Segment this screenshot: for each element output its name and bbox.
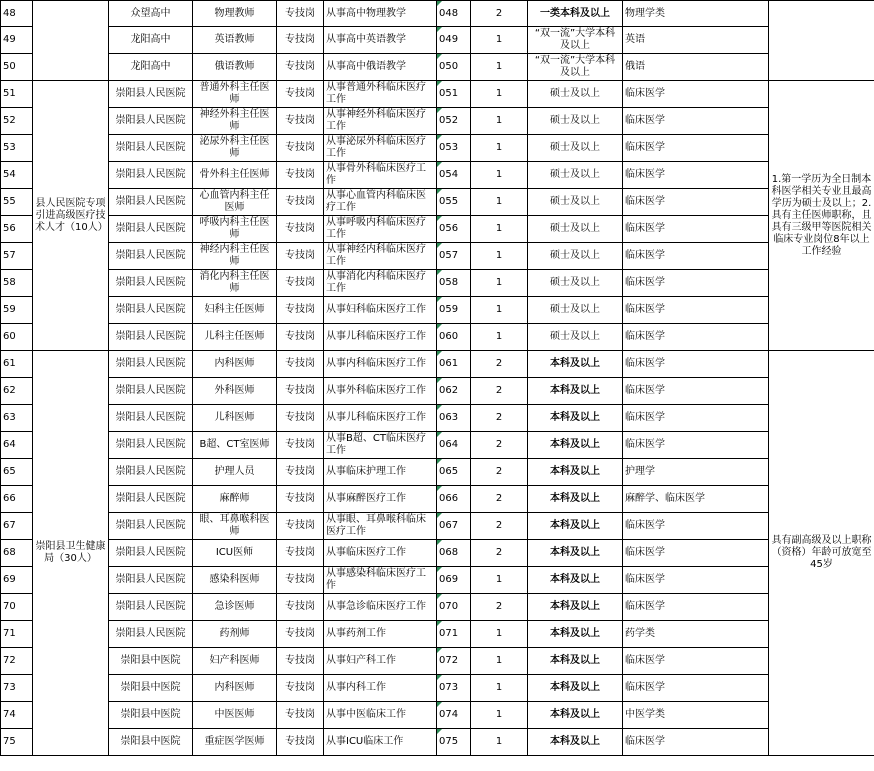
post-code: 054 <box>437 162 471 189</box>
post-code: 059 <box>437 297 471 324</box>
post-code: 050 <box>437 54 471 81</box>
post-type: 专技岗 <box>277 27 324 54</box>
post-code: 048 <box>437 1 471 27</box>
post-type: 专技岗 <box>277 1 324 27</box>
employer-unit: 崇阳县人民医院 <box>109 378 193 405</box>
employer-unit: 崇阳县人民医院 <box>109 486 193 513</box>
employer-unit: 崇阳县人民医院 <box>109 243 193 270</box>
post-duty: 从事麻醉医疗工作 <box>324 486 437 513</box>
table-row <box>1 540 874 567</box>
post-code: 070 <box>437 594 471 621</box>
major-requirement: 临床医学 <box>623 189 769 216</box>
hiring-count: 2 <box>471 594 528 621</box>
hiring-count: 2 <box>471 405 528 432</box>
post-type: 专技岗 <box>277 513 324 540</box>
post-name: 药剂师 <box>193 621 277 648</box>
education-requirement: 本科及以上 <box>528 513 623 540</box>
table-row <box>1 216 874 243</box>
education-requirement: “双一流”大学本科及以上 <box>528 54 623 81</box>
post-name: 消化内科主任医师 <box>193 270 277 297</box>
row-number: 60 <box>1 324 33 351</box>
post-duty: 从事临床护理工作 <box>324 459 437 486</box>
post-code: 068 <box>437 540 471 567</box>
post-duty: 从事外科临床医疗工作 <box>324 378 437 405</box>
post-type: 专技岗 <box>277 594 324 621</box>
post-name: B超、CT室医师 <box>193 432 277 459</box>
education-requirement: 本科及以上 <box>528 648 623 675</box>
note-cell-health-bureau: 具有副高级及以上职称（资格）年龄可放宽至45岁 <box>769 351 874 756</box>
post-duty: 从事骨外科临床医疗工作 <box>324 162 437 189</box>
hiring-count: 1 <box>471 216 528 243</box>
post-type: 专技岗 <box>277 54 324 81</box>
post-duty: 从事泌尿外科临床医疗工作 <box>324 135 437 162</box>
table-row <box>1 189 874 216</box>
post-duty: 从事儿科临床医疗工作 <box>324 324 437 351</box>
post-code: 067 <box>437 513 471 540</box>
major-requirement: 临床医学 <box>623 135 769 162</box>
employer-unit: 崇阳县中医院 <box>109 702 193 729</box>
major-requirement: 临床医学 <box>623 297 769 324</box>
hiring-count: 2 <box>471 1 528 27</box>
row-number: 72 <box>1 648 33 675</box>
post-type: 专技岗 <box>277 216 324 243</box>
table-row <box>1 324 874 351</box>
post-name: 眼、耳鼻喉科医师 <box>193 513 277 540</box>
post-duty: 从事儿科临床医疗工作 <box>324 405 437 432</box>
post-type: 专技岗 <box>277 540 324 567</box>
post-name: 妇科主任医师 <box>193 297 277 324</box>
employer-unit: 崇阳县人民医院 <box>109 351 193 378</box>
row-number: 69 <box>1 567 33 594</box>
hiring-count: 2 <box>471 540 528 567</box>
post-type: 专技岗 <box>277 459 324 486</box>
row-number: 59 <box>1 297 33 324</box>
note-cell-hospital-talent: 1.第一学历为全日制本科医学相关专业且最高学历为硕士及以上；2.具有主任医师职称，且具有三级甲等医院相关临床专业岗位8年以上工作经验 <box>769 81 874 351</box>
table-row <box>1 243 874 270</box>
education-requirement: 硕士及以上 <box>528 162 623 189</box>
post-duty: 从事消化内科临床医疗工作 <box>324 270 437 297</box>
post-name: 中医医师 <box>193 702 277 729</box>
hiring-count: 1 <box>471 135 528 162</box>
post-code: 062 <box>437 378 471 405</box>
education-requirement: 一类本科及以上 <box>528 1 623 27</box>
hiring-count: 1 <box>471 54 528 81</box>
post-type: 专技岗 <box>277 675 324 702</box>
post-code: 060 <box>437 324 471 351</box>
major-requirement: 临床医学 <box>623 432 769 459</box>
post-type: 专技岗 <box>277 108 324 135</box>
post-code: 066 <box>437 486 471 513</box>
post-code: 071 <box>437 621 471 648</box>
employer-unit: 崇阳县人民医院 <box>109 540 193 567</box>
hiring-count: 1 <box>471 702 528 729</box>
post-duty: 从事心血管内科临床医疗工作 <box>324 189 437 216</box>
major-requirement: 临床医学 <box>623 675 769 702</box>
post-code: 074 <box>437 702 471 729</box>
note-cell-schools <box>769 1 874 81</box>
employer-unit: 崇阳县人民医院 <box>109 594 193 621</box>
post-type: 专技岗 <box>277 324 324 351</box>
post-duty: 从事高中英语教学 <box>324 27 437 54</box>
employer-unit: 崇阳县人民医院 <box>109 621 193 648</box>
group-cell-schools <box>33 1 109 81</box>
hiring-count: 1 <box>471 297 528 324</box>
post-code: 061 <box>437 351 471 378</box>
post-type: 专技岗 <box>277 243 324 270</box>
post-type: 专技岗 <box>277 297 324 324</box>
table-row <box>1 648 874 675</box>
row-number: 75 <box>1 729 33 756</box>
education-requirement: 本科及以上 <box>528 405 623 432</box>
major-requirement: 临床医学 <box>623 216 769 243</box>
education-requirement: “双一流”大学本科及以上 <box>528 27 623 54</box>
post-code: 051 <box>437 81 471 108</box>
row-number: 67 <box>1 513 33 540</box>
row-number: 71 <box>1 621 33 648</box>
table-row <box>1 27 874 54</box>
post-code: 058 <box>437 270 471 297</box>
major-requirement: 临床医学 <box>623 324 769 351</box>
post-duty: 从事普通外科临床医疗工作 <box>324 81 437 108</box>
post-duty: 从事B超、CT临床医疗工作 <box>324 432 437 459</box>
post-name: 神经外科主任医师 <box>193 108 277 135</box>
post-code: 072 <box>437 648 471 675</box>
education-requirement: 硕士及以上 <box>528 81 623 108</box>
row-number: 66 <box>1 486 33 513</box>
group-cell-health-bureau: 崇阳县卫生健康局（30人） <box>33 351 109 756</box>
post-name: 外科医师 <box>193 378 277 405</box>
education-requirement: 本科及以上 <box>528 351 623 378</box>
hiring-count: 1 <box>471 27 528 54</box>
major-requirement: 临床医学 <box>623 648 769 675</box>
hiring-count: 1 <box>471 648 528 675</box>
major-requirement: 临床医学 <box>623 567 769 594</box>
employer-unit: 崇阳县人民医院 <box>109 567 193 594</box>
post-duty: 从事感染科临床医疗工作 <box>324 567 437 594</box>
post-code: 056 <box>437 216 471 243</box>
row-number: 63 <box>1 405 33 432</box>
hiring-count: 1 <box>471 270 528 297</box>
row-number: 70 <box>1 594 33 621</box>
hiring-count: 2 <box>471 513 528 540</box>
major-requirement: 临床医学 <box>623 108 769 135</box>
row-number: 68 <box>1 540 33 567</box>
row-number: 49 <box>1 27 33 54</box>
education-requirement: 本科及以上 <box>528 675 623 702</box>
post-name: 物理教师 <box>193 1 277 27</box>
major-requirement: 临床医学 <box>623 729 769 756</box>
post-type: 专技岗 <box>277 351 324 378</box>
post-name: 儿科主任医师 <box>193 324 277 351</box>
hiring-count: 2 <box>471 378 528 405</box>
post-code: 053 <box>437 135 471 162</box>
employer-unit: 崇阳县中医院 <box>109 675 193 702</box>
employer-unit: 崇阳县人民医院 <box>109 135 193 162</box>
post-duty: 从事内科工作 <box>324 675 437 702</box>
post-name: 呼吸内科主任医师 <box>193 216 277 243</box>
row-number: 55 <box>1 189 33 216</box>
post-code: 063 <box>437 405 471 432</box>
education-requirement: 本科及以上 <box>528 594 623 621</box>
row-number: 61 <box>1 351 33 378</box>
education-requirement: 硕士及以上 <box>528 297 623 324</box>
table-row <box>1 297 874 324</box>
table-row <box>1 621 874 648</box>
post-duty: 从事妇产科工作 <box>324 648 437 675</box>
table-row <box>1 81 874 108</box>
hiring-count: 1 <box>471 243 528 270</box>
major-requirement: 英语 <box>623 27 769 54</box>
hiring-count: 1 <box>471 108 528 135</box>
employer-unit: 崇阳县人民医院 <box>109 162 193 189</box>
employer-unit: 崇阳县人民医院 <box>109 513 193 540</box>
post-name: 儿科医师 <box>193 405 277 432</box>
post-duty: 从事药剂工作 <box>324 621 437 648</box>
post-name: 护理人员 <box>193 459 277 486</box>
major-requirement: 临床医学 <box>623 243 769 270</box>
post-name: 麻醉师 <box>193 486 277 513</box>
education-requirement: 本科及以上 <box>528 621 623 648</box>
employer-unit: 崇阳县人民医院 <box>109 81 193 108</box>
row-number: 65 <box>1 459 33 486</box>
employer-unit: 龙阳高中 <box>109 54 193 81</box>
education-requirement: 本科及以上 <box>528 729 623 756</box>
major-requirement: 临床医学 <box>623 405 769 432</box>
employer-unit: 崇阳县人民医院 <box>109 216 193 243</box>
hiring-count: 1 <box>471 324 528 351</box>
employer-unit: 崇阳县人民医院 <box>109 459 193 486</box>
post-type: 专技岗 <box>277 162 324 189</box>
hiring-count: 1 <box>471 189 528 216</box>
row-number: 58 <box>1 270 33 297</box>
table-row <box>1 54 874 81</box>
post-name: 骨外科主任医师 <box>193 162 277 189</box>
employer-unit: 龙阳高中 <box>109 27 193 54</box>
post-name: ICU医师 <box>193 540 277 567</box>
post-code: 057 <box>437 243 471 270</box>
post-duty: 从事内科临床医疗工作 <box>324 351 437 378</box>
major-requirement: 临床医学 <box>623 270 769 297</box>
table-row <box>1 108 874 135</box>
education-requirement: 硕士及以上 <box>528 135 623 162</box>
major-requirement: 临床医学 <box>623 162 769 189</box>
table-row <box>1 135 874 162</box>
education-requirement: 本科及以上 <box>528 378 623 405</box>
post-name: 急诊医师 <box>193 594 277 621</box>
row-number: 62 <box>1 378 33 405</box>
hiring-count: 1 <box>471 567 528 594</box>
major-requirement: 临床医学 <box>623 81 769 108</box>
major-requirement: 药学类 <box>623 621 769 648</box>
post-code: 069 <box>437 567 471 594</box>
hiring-count: 1 <box>471 621 528 648</box>
post-name: 重症医学医师 <box>193 729 277 756</box>
post-code: 049 <box>437 27 471 54</box>
education-requirement: 本科及以上 <box>528 702 623 729</box>
employer-unit: 崇阳县人民医院 <box>109 324 193 351</box>
table-row <box>1 405 874 432</box>
hiring-count: 2 <box>471 459 528 486</box>
table-row <box>1 162 874 189</box>
table-row <box>1 702 874 729</box>
table-row <box>1 567 874 594</box>
post-type: 专技岗 <box>277 702 324 729</box>
table-row <box>1 729 874 756</box>
post-duty: 从事神经内科临床医疗工作 <box>324 243 437 270</box>
post-duty: 从事临床医疗工作 <box>324 540 437 567</box>
post-name: 俄语教师 <box>193 54 277 81</box>
education-requirement: 本科及以上 <box>528 432 623 459</box>
major-requirement: 临床医学 <box>623 540 769 567</box>
employer-unit: 崇阳县人民医院 <box>109 108 193 135</box>
row-number: 52 <box>1 108 33 135</box>
post-duty: 从事妇科临床医疗工作 <box>324 297 437 324</box>
employer-unit: 崇阳县人民医院 <box>109 405 193 432</box>
education-requirement: 硕士及以上 <box>528 243 623 270</box>
employer-unit: 崇阳县人民医院 <box>109 297 193 324</box>
post-duty: 从事神经外科临床医疗工作 <box>324 108 437 135</box>
table-row <box>1 675 874 702</box>
table-row <box>1 594 874 621</box>
row-number: 64 <box>1 432 33 459</box>
major-requirement: 俄语 <box>623 54 769 81</box>
table-row <box>1 270 874 297</box>
major-requirement: 护理学 <box>623 459 769 486</box>
row-number: 54 <box>1 162 33 189</box>
table-row <box>1 513 874 540</box>
row-number: 56 <box>1 216 33 243</box>
post-name: 泌尿外科主任医师 <box>193 135 277 162</box>
employer-unit: 崇阳县人民医院 <box>109 270 193 297</box>
major-requirement: 物理学类 <box>623 1 769 27</box>
employer-unit: 崇阳县人民医院 <box>109 189 193 216</box>
education-requirement: 硕士及以上 <box>528 108 623 135</box>
table-row <box>1 351 874 378</box>
row-number: 73 <box>1 675 33 702</box>
post-code: 055 <box>437 189 471 216</box>
table-row <box>1 486 874 513</box>
education-requirement: 本科及以上 <box>528 567 623 594</box>
education-requirement: 本科及以上 <box>528 540 623 567</box>
major-requirement: 中医学类 <box>623 702 769 729</box>
table-row <box>1 459 874 486</box>
major-requirement: 临床医学 <box>623 594 769 621</box>
post-name: 妇产科医师 <box>193 648 277 675</box>
education-requirement: 本科及以上 <box>528 486 623 513</box>
hiring-count: 2 <box>471 486 528 513</box>
row-number: 51 <box>1 81 33 108</box>
post-duty: 从事高中物理教学 <box>324 1 437 27</box>
hiring-count: 2 <box>471 432 528 459</box>
employer-unit: 崇阳县中医院 <box>109 648 193 675</box>
post-duty: 从事中医临床工作 <box>324 702 437 729</box>
post-type: 专技岗 <box>277 432 324 459</box>
table-row <box>1 378 874 405</box>
post-type: 专技岗 <box>277 567 324 594</box>
post-duty: 从事ICU临床工作 <box>324 729 437 756</box>
post-type: 专技岗 <box>277 270 324 297</box>
major-requirement: 临床医学 <box>623 378 769 405</box>
education-requirement: 硕士及以上 <box>528 270 623 297</box>
hiring-count: 1 <box>471 675 528 702</box>
post-name: 心血管内科主任医师 <box>193 189 277 216</box>
hiring-count: 1 <box>471 729 528 756</box>
post-name: 普通外科主任医师 <box>193 81 277 108</box>
post-type: 专技岗 <box>277 405 324 432</box>
row-number: 57 <box>1 243 33 270</box>
row-number: 74 <box>1 702 33 729</box>
major-requirement: 临床医学 <box>623 351 769 378</box>
post-duty: 从事高中俄语教学 <box>324 54 437 81</box>
post-type: 专技岗 <box>277 81 324 108</box>
group-cell-hospital-talent: 县人民医院专项引进高级医疗技术人才（10人） <box>33 81 109 351</box>
hiring-count: 1 <box>471 81 528 108</box>
post-duty: 从事呼吸内科临床医疗工作 <box>324 216 437 243</box>
post-name: 感染科医师 <box>193 567 277 594</box>
table-row <box>1 432 874 459</box>
post-name: 英语教师 <box>193 27 277 54</box>
post-type: 专技岗 <box>277 648 324 675</box>
post-type: 专技岗 <box>277 189 324 216</box>
post-code: 064 <box>437 432 471 459</box>
post-code: 075 <box>437 729 471 756</box>
hiring-count: 2 <box>471 351 528 378</box>
post-type: 专技岗 <box>277 729 324 756</box>
post-duty: 从事急诊临床医疗工作 <box>324 594 437 621</box>
major-requirement: 临床医学 <box>623 513 769 540</box>
education-requirement: 硕士及以上 <box>528 324 623 351</box>
employer-unit: 崇阳县中医院 <box>109 729 193 756</box>
post-type: 专技岗 <box>277 486 324 513</box>
post-code: 065 <box>437 459 471 486</box>
post-code: 073 <box>437 675 471 702</box>
education-requirement: 硕士及以上 <box>528 216 623 243</box>
post-name: 内科医师 <box>193 351 277 378</box>
major-requirement: 麻醉学、临床医学 <box>623 486 769 513</box>
education-requirement: 硕士及以上 <box>528 189 623 216</box>
row-number: 50 <box>1 54 33 81</box>
row-number: 53 <box>1 135 33 162</box>
post-name: 内科医师 <box>193 675 277 702</box>
table-body <box>1 1 874 756</box>
post-name: 神经内科主任医师 <box>193 243 277 270</box>
hiring-count: 1 <box>471 162 528 189</box>
post-code: 052 <box>437 108 471 135</box>
post-type: 专技岗 <box>277 135 324 162</box>
employer-unit: 众望高中 <box>109 1 193 27</box>
employer-unit: 崇阳县人民医院 <box>109 432 193 459</box>
row-number: 48 <box>1 1 33 27</box>
post-duty: 从事眼、耳鼻喉科临床医疗工作 <box>324 513 437 540</box>
education-requirement: 本科及以上 <box>528 459 623 486</box>
table-row <box>1 1 874 27</box>
post-type: 专技岗 <box>277 621 324 648</box>
post-type: 专技岗 <box>277 378 324 405</box>
